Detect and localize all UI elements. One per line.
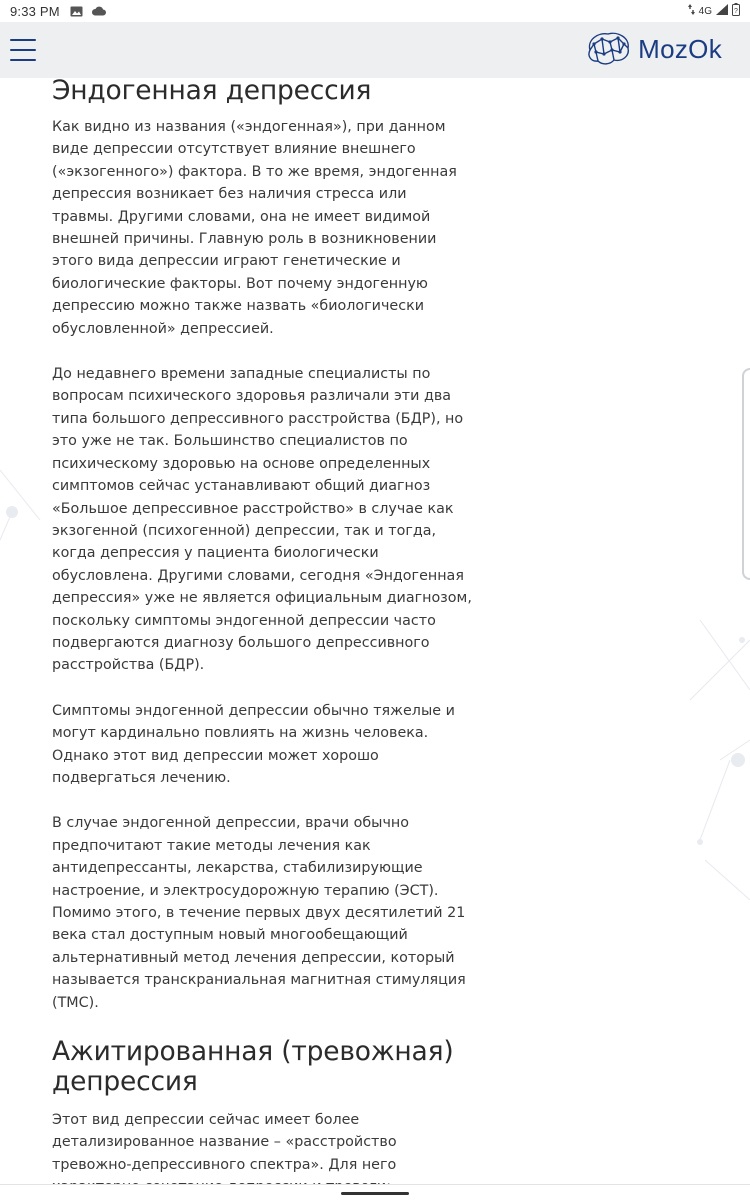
top-navigation-bar	[0, 22, 750, 78]
home-indicator[interactable]	[341, 1192, 409, 1195]
signal-icon	[716, 4, 728, 18]
section-heading: Ажитированная (тревожная) депрессия	[52, 1036, 454, 1098]
network-type: 4G	[698, 5, 712, 17]
logo-text: MozOk	[638, 33, 722, 64]
status-bar	[0, 0, 750, 22]
article-paragraph: В случае эндогенной депрессии, врачи обычно предпочитают такие методы лечения как антидепрессанты, лекарства, стабилизирующие настроение, и электросудорожную терапию (ЭСТ). Помимо этого, в течение первых двух десятилетий 21 века стал доступным новый многообещающий альтернативный метод лечения депрессии, который называется транскраниальная магнитная стимуляция (ТМС).	[52, 815, 466, 1011]
cloud-icon	[91, 6, 106, 16]
side-panel-handle[interactable]	[742, 368, 750, 580]
section-heading: Эндогенная депрессия	[52, 75, 372, 106]
hamburger-icon[interactable]	[10, 39, 36, 61]
svg-text:?: ?	[734, 8, 738, 15]
article-paragraph: Как видно из названия («эндогенная»), при данном виде депрессии отсутствует влияние внешнего («экзогенного») фактора. В то же время, эндогенная депрессия возникает без наличия стресса или травмы. Другими словами, она не имеет видимой внешней причины. Главную роль в возникновении этого вида депрессии играют генетические и биологические факторы. Вот почему эндогенную депрессию можно также назвать «биологически обусловленной» депрессией.	[52, 119, 457, 337]
article-paragraph: Симптомы эндогенной депрессии обычно тяжелые и могут кардинально повлиять на жизнь человека. Однако этот вид депрессии может хорошо подвергаться лечению.	[52, 702, 455, 786]
article-paragraph: До недавнего времени западные специалисты по вопросам психического здоровья различали эти два типа большого депрессивного расстройства (БДР), но это уже не так. Большинство специалистов по психическому здоровью на основе определенных симптомов сейчас устанавливают общий диагноз «Большое депрессивное расстройство» в случае как экзогенной (психогенной) депрессии, так и тогда, когда депрессия у пациента биологически обусловлена. Другими словами, сегодня «Эндогенная депрессия» уже не является официальным диагнозом, поскольку симптомы эндогенной депрессии часто подвергаются диагнозу большого депрессивного расстройства (БДР).	[52, 366, 472, 674]
system-navigation-bar	[0, 1184, 750, 1200]
site-logo[interactable]	[584, 30, 722, 68]
status-time: 9:33 PM	[10, 3, 60, 19]
data-arrows-icon	[688, 4, 695, 18]
status-right-icons	[688, 3, 740, 19]
article-content	[52, 76, 472, 1200]
brain-logo-icon	[584, 30, 632, 68]
image-icon	[70, 6, 83, 17]
battery-icon	[732, 3, 740, 19]
article-paragraph: Этот вид депрессии сейчас имеет более детализированное название – «расстройство тревожно-депрессивного спектра». Для него	[52, 1112, 397, 1173]
